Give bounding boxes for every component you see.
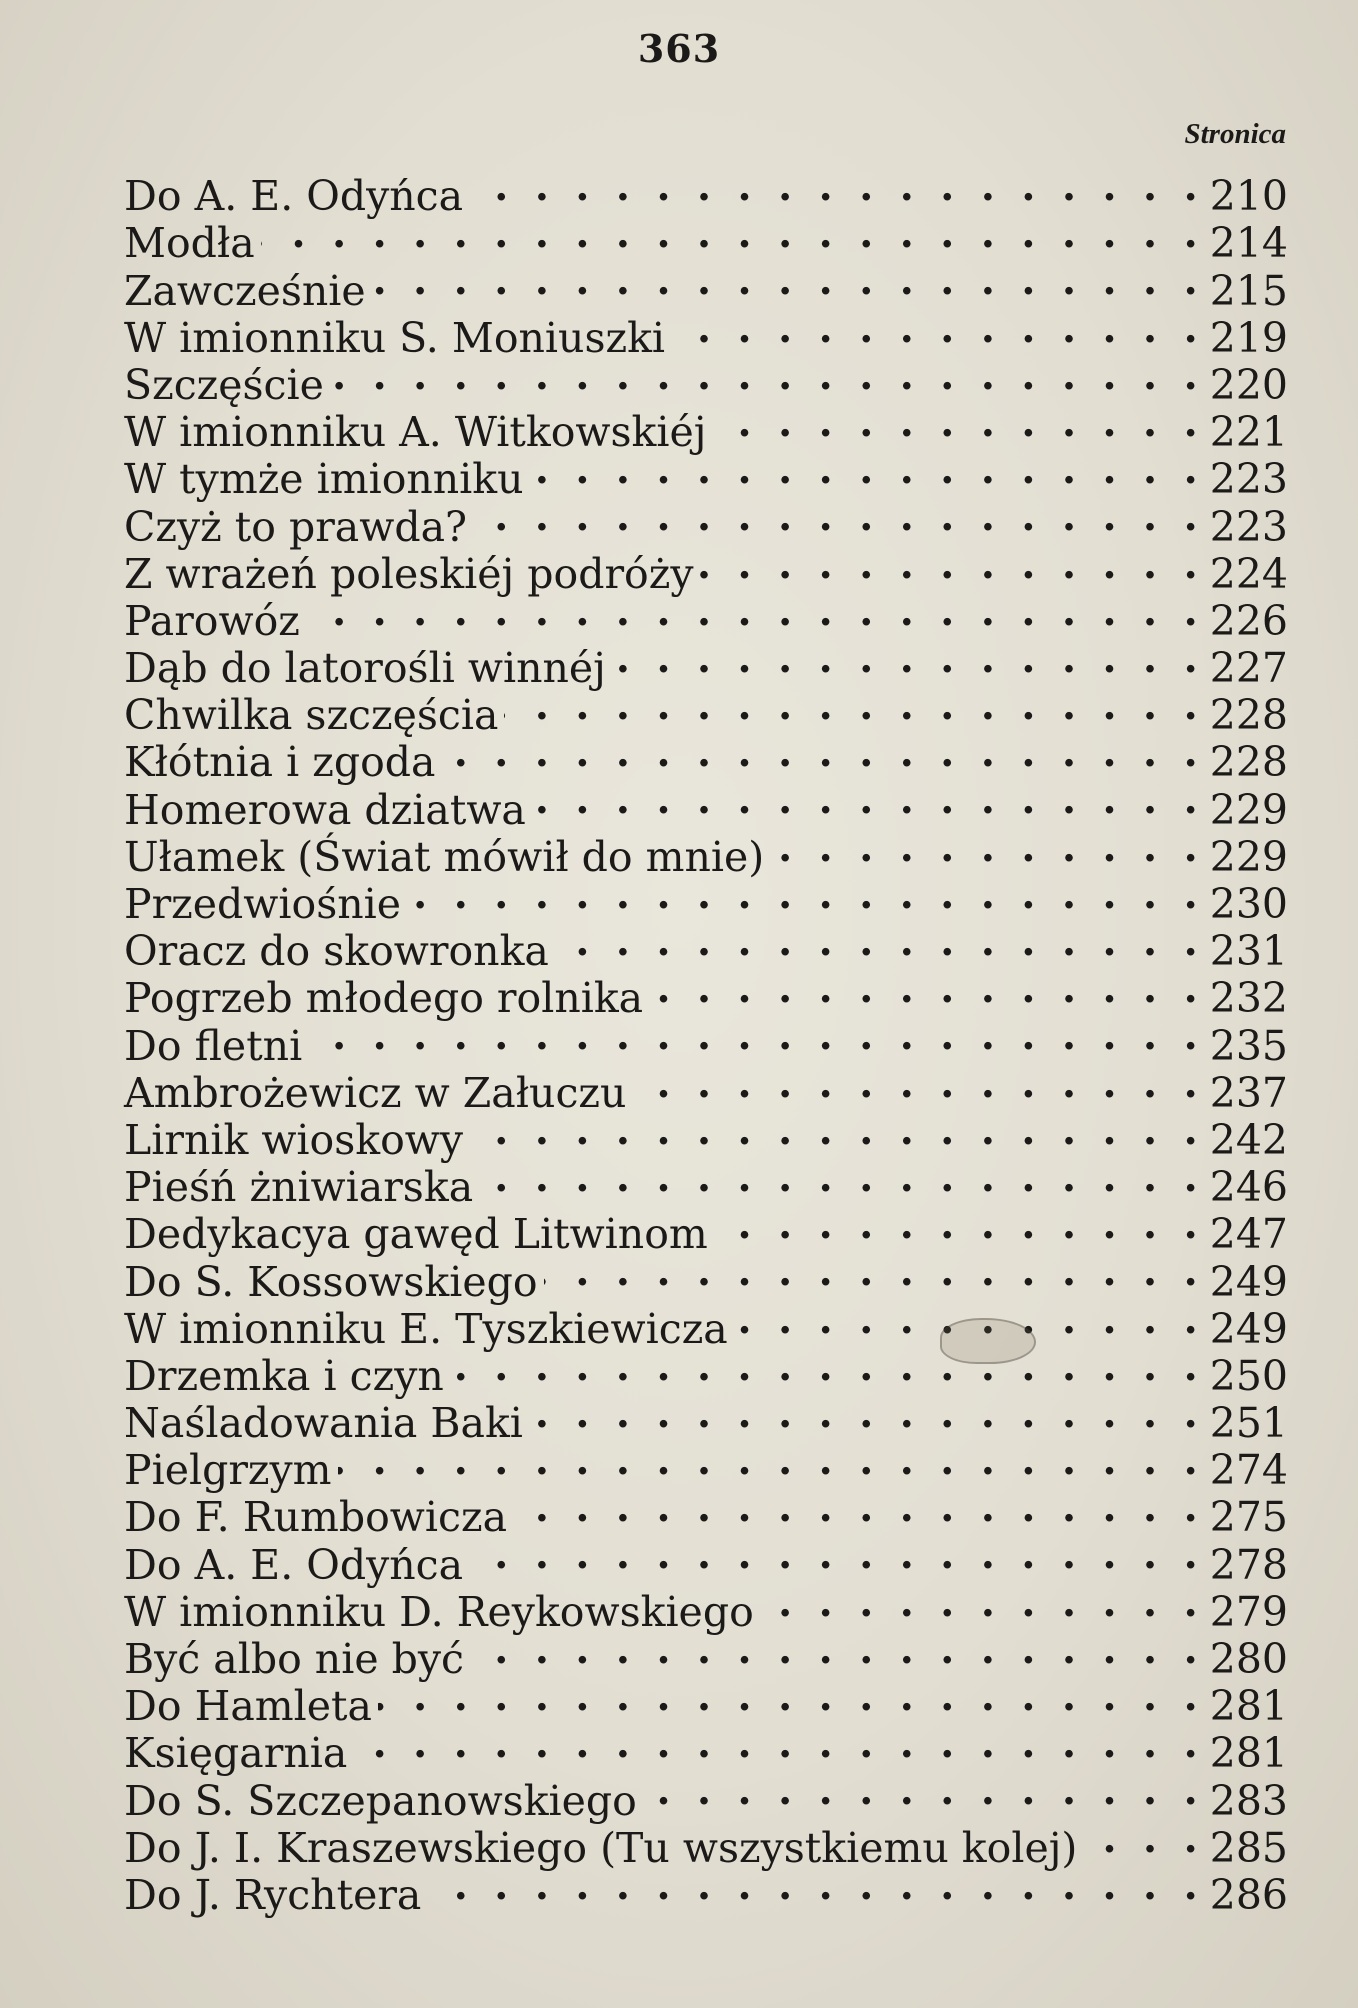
toc-entry-title: Zawcześnie	[124, 266, 366, 315]
toc-entry-page: 228	[1209, 691, 1288, 740]
toc-entry-title: Do S. Kossowskiego	[124, 1257, 538, 1306]
toc-entry	[124, 257, 1288, 315]
dot-leader	[473, 493, 1204, 540]
dot-leader	[261, 210, 1204, 257]
dot-leader	[504, 682, 1203, 729]
dot-leader	[760, 1579, 1204, 1626]
toc-entry-title: W imionniku E. Tyszkiewicza	[124, 1304, 728, 1353]
toc-entry-page: 281	[1209, 1729, 1288, 1778]
toc-entry-page: 230	[1209, 880, 1288, 928]
toc-entry-page: 285	[1209, 1823, 1288, 1872]
toc-entry-page: 249	[1209, 1304, 1288, 1353]
dot-leader	[441, 729, 1203, 776]
toc-entry-title: Pogrzeb młodego rolnika	[124, 974, 644, 1023]
toc-entry-title: Przedwiośnie	[124, 880, 402, 928]
toc-entry-page: 232	[1209, 974, 1288, 1023]
toc-entry-page: 247	[1209, 1210, 1288, 1259]
toc-entry-page: 251	[1209, 1399, 1288, 1448]
dot-leader	[469, 1107, 1204, 1154]
toc-entry-page: 219	[1209, 313, 1288, 362]
dot-leader	[671, 305, 1204, 352]
dot-leader	[649, 965, 1204, 1012]
paper-stain	[940, 1318, 1036, 1364]
toc-entry-title: Do F. Rumbowicza	[124, 1493, 508, 1542]
toc-entry-page: 224	[1209, 549, 1288, 598]
toc-entry-page: 235	[1209, 1021, 1288, 1070]
toc-entry-title: Modła	[124, 219, 255, 268]
toc-entry-title: Do J. I. Kraszewskiego (Tu wszystkiemu kolej)	[124, 1823, 1078, 1872]
dot-leader	[532, 776, 1204, 823]
toc-entry-title: Do fletni	[124, 1021, 303, 1070]
toc-entry-title: W imionniku D. Reykowskiego	[124, 1587, 754, 1636]
dot-leader	[714, 1201, 1204, 1248]
toc-entry-title: Do A. E. Odyńca	[124, 1540, 464, 1589]
dot-leader	[372, 257, 1204, 304]
toc-entry-title: Dąb do latorośli winnéj	[124, 644, 606, 693]
dot-leader	[308, 1012, 1204, 1059]
toc-entry-page: 237	[1209, 1068, 1288, 1117]
toc-entry-page: 242	[1209, 1115, 1288, 1164]
dot-leader	[530, 446, 1204, 493]
toc-entry-page: 274	[1209, 1446, 1288, 1495]
toc-entry-title: Dedykacya gawęd Litwinom	[124, 1210, 708, 1259]
toc-entry-title: Chwilka szczęścia	[124, 691, 499, 740]
toc-entry-page: 229	[1209, 832, 1288, 881]
toc-entry-title: W imionniku A. Witkowskiéj	[124, 408, 707, 457]
dot-leader	[469, 163, 1204, 210]
dot-leader	[700, 541, 1204, 588]
dot-leader	[353, 1720, 1203, 1767]
dot-leader	[427, 1862, 1203, 1909]
dot-leader	[306, 588, 1204, 635]
dot-leader	[1083, 1815, 1203, 1862]
toc-entry	[124, 163, 1288, 221]
toc-entry	[124, 210, 1288, 268]
page-number: 363	[637, 26, 721, 71]
toc-entry-page: 223	[1209, 502, 1288, 551]
page-column-heading: Stronica	[1184, 118, 1286, 150]
toc-entry-title: Pieśń żniwiarska	[124, 1163, 474, 1212]
toc-entry-page: 275	[1209, 1493, 1288, 1542]
toc-entry-title: Do J. Rychtera	[124, 1870, 422, 1919]
toc-entry-page: 223	[1209, 455, 1288, 504]
toc-entry-title: Oracz do skowronka	[124, 927, 549, 976]
toc-entry-title: Do Hamleta	[124, 1682, 372, 1731]
toc-entry-page: 231	[1209, 927, 1288, 976]
dot-leader	[338, 1437, 1204, 1484]
toc-entry-title: Czyż to prawda?	[124, 502, 468, 551]
toc-entry-page: 228	[1209, 738, 1288, 787]
toc-entry-page: 250	[1209, 1351, 1288, 1400]
dot-leader	[544, 1248, 1204, 1295]
dot-leader	[712, 399, 1203, 446]
toc-entry-page: 283	[1209, 1776, 1288, 1825]
toc-entry-title: Lirnik wioskowy	[124, 1115, 464, 1164]
toc-entry-page: 229	[1209, 785, 1288, 834]
dot-leader	[407, 871, 1204, 918]
toc-entry-title: Drzemka i czyn	[124, 1351, 444, 1400]
toc-entry-title: W tymże imionniku	[124, 455, 524, 504]
toc-entry-title: Do A. E. Odyńca	[124, 172, 464, 221]
dot-leader	[529, 1390, 1204, 1437]
table-of-contents	[124, 163, 1288, 1919]
toc-entry-page: 280	[1209, 1635, 1288, 1683]
toc-entry-title: Parowóz	[124, 596, 300, 645]
dot-leader	[643, 1767, 1204, 1814]
toc-entry-page: 226	[1209, 596, 1288, 645]
dot-leader	[555, 918, 1204, 965]
dot-leader	[450, 1343, 1204, 1390]
toc-entry-page: 249	[1209, 1257, 1288, 1306]
toc-entry-page: 279	[1209, 1587, 1288, 1636]
toc-entry-title: Ambrożewicz w Załuczu	[124, 1068, 627, 1117]
toc-entry-title: Księgarnia	[124, 1729, 348, 1778]
toc-entry-title: Kłótnia i zgoda	[124, 738, 436, 787]
toc-entry-title: W imionniku S. Moniuszki	[124, 313, 666, 362]
dot-leader	[612, 635, 1204, 682]
toc-entry-title: Z wrażeń poleskiéj podróży	[124, 549, 694, 598]
toc-entry-title: Szczęście	[124, 360, 324, 409]
toc-entry-title: Homerowa dziatwa	[124, 785, 526, 834]
toc-entry-page: 286	[1209, 1870, 1288, 1919]
toc-entry-page: 278	[1209, 1540, 1288, 1589]
toc-entry-title: Być albo nie być	[124, 1635, 464, 1683]
dot-leader	[513, 1484, 1204, 1531]
toc-entry-title: Pielgrzym	[124, 1446, 332, 1495]
toc-entry-page: 246	[1209, 1163, 1288, 1212]
toc-entry-page: 281	[1209, 1682, 1288, 1731]
toc-entry-page: 227	[1209, 644, 1288, 693]
toc-entry-title: Do S. Szczepanowskiego	[124, 1776, 637, 1825]
toc-entry-page: 221	[1209, 408, 1288, 457]
toc-entry-page: 210	[1209, 172, 1288, 221]
dot-leader	[632, 1060, 1203, 1107]
dot-leader	[470, 1626, 1204, 1673]
dot-leader	[770, 824, 1203, 871]
dot-leader	[469, 1531, 1204, 1578]
dot-leader	[479, 1154, 1204, 1201]
dot-leader	[330, 352, 1204, 399]
dot-leader	[378, 1673, 1204, 1720]
toc-entry-page: 214	[1209, 219, 1288, 268]
toc-entry-title: Ułamek (Świat mówił do mnie)	[124, 832, 765, 881]
toc-entry-title: Naśladowania Baki	[124, 1399, 523, 1448]
toc-entry-page: 215	[1209, 266, 1288, 315]
toc-entry-page: 220	[1209, 360, 1288, 409]
